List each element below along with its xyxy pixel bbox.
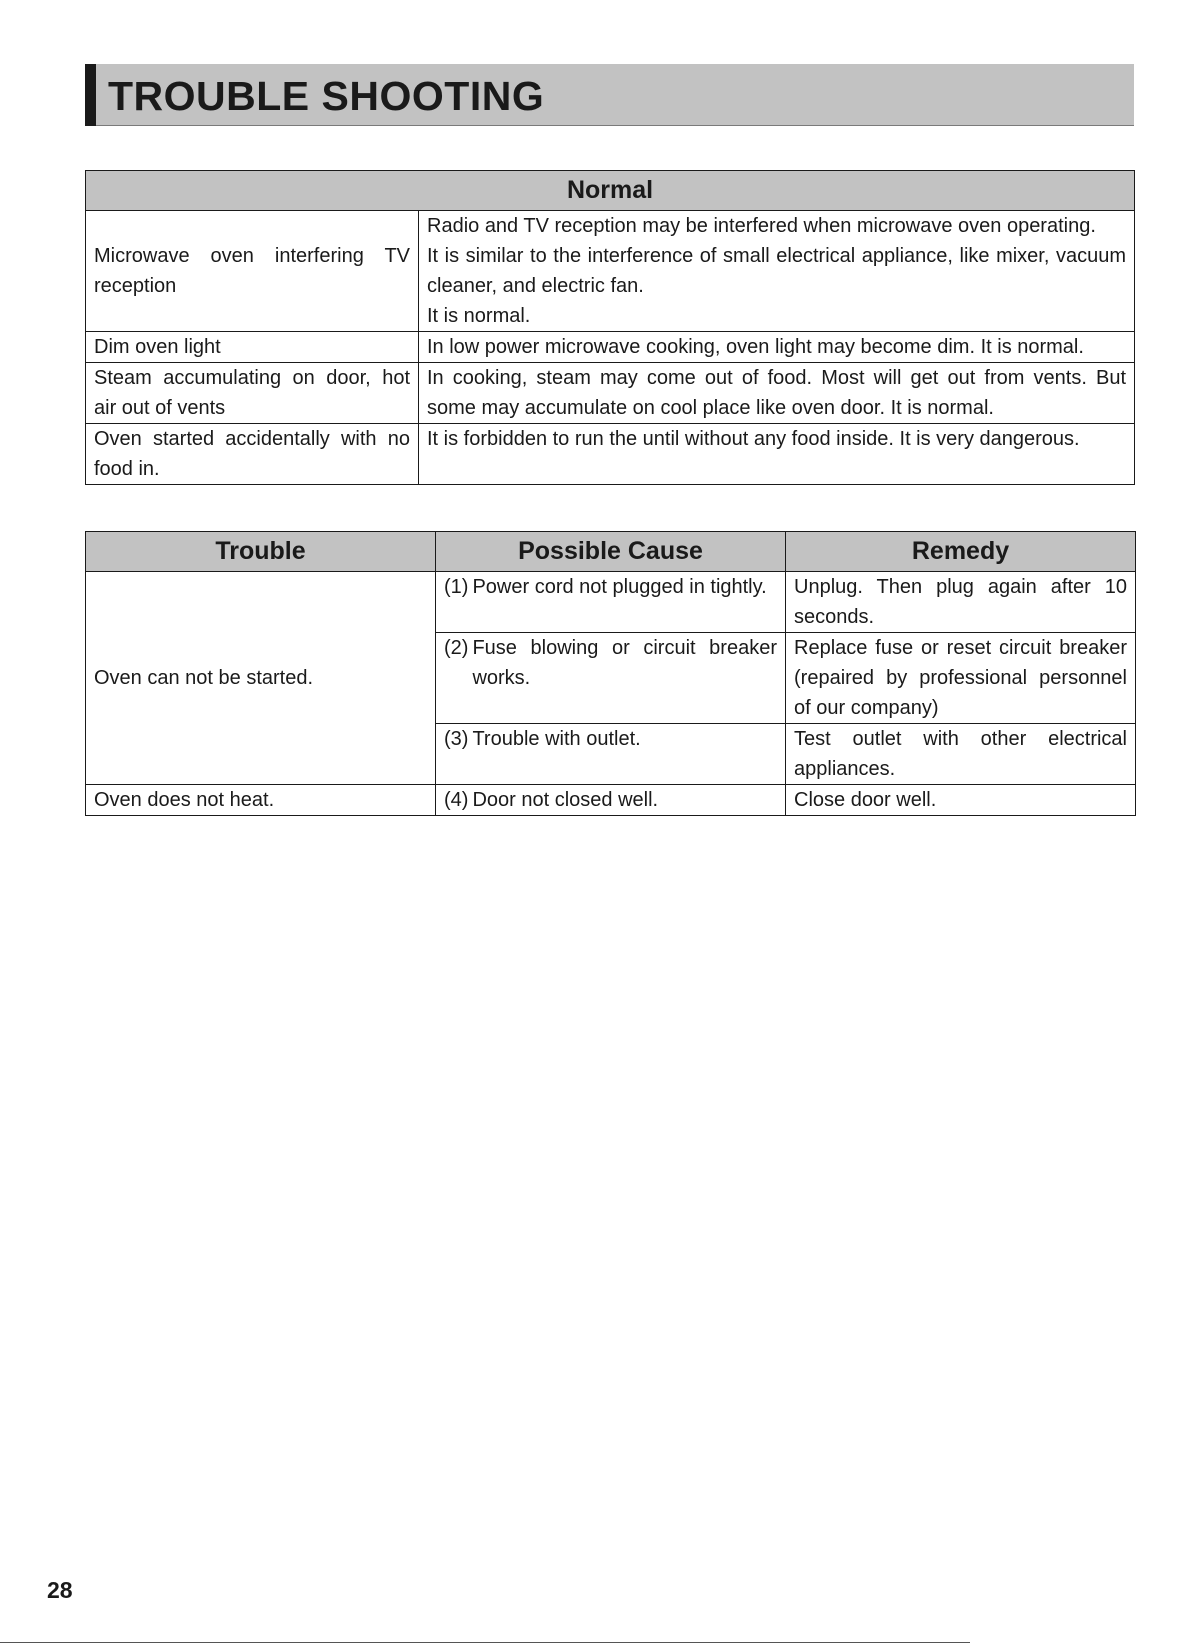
- trouble-header: Trouble: [86, 532, 436, 572]
- cause-header: Possible Cause: [436, 532, 786, 572]
- normal-table: [85, 170, 1135, 485]
- explanation-line: Radio and TV reception may be interfered when microwave oven operating.: [427, 215, 1096, 237]
- table-row: [86, 211, 1135, 332]
- page-number: 28: [47, 1577, 73, 1603]
- cause-number: (4): [444, 789, 469, 811]
- cause-cell: [436, 633, 786, 724]
- remedy-cell: Close door well.: [786, 785, 1136, 816]
- cause-text: Fuse blowing or circuit breaker works.: [472, 637, 777, 689]
- remedy-cell: Unplug. Then plug again after 10 seconds.: [786, 572, 1136, 633]
- explanation-line: It is normal.: [427, 305, 531, 327]
- explanation-cell: In cooking, steam may come out of food. Most will get out from vents. But some may accumulate on cool place like oven door. It is normal.: [419, 363, 1135, 424]
- explanation-cell: [419, 211, 1135, 332]
- issue-cell: Microwave oven interfering TV reception: [86, 211, 419, 332]
- table-row: [86, 424, 1135, 485]
- cause-text: Power cord not plugged in tightly.: [472, 576, 767, 598]
- table-row: [86, 785, 1136, 816]
- remedy-header: Remedy: [786, 532, 1136, 572]
- table-row: [86, 332, 1135, 363]
- cause-number: (1): [444, 576, 469, 598]
- cause-text: Door not closed well.: [472, 789, 659, 811]
- page-title: TROUBLE SHOOTING: [108, 73, 545, 119]
- trouble-cell: Oven does not heat.: [86, 785, 436, 816]
- cause-cell: [436, 572, 786, 633]
- remedy-cell: Test outlet with other electrical appliances.: [786, 724, 1136, 785]
- explanation-line: It is similar to the interference of small electrical appliance, like mixer, vacuum cleaner, and electric fan.: [427, 245, 1127, 297]
- footer-rule: [0, 1642, 970, 1643]
- remedy-cell: Replace fuse or reset circuit breaker (repaired by professional personnel of our company): [786, 633, 1136, 724]
- explanation-cell: It is forbidden to run the until without any food inside. It is very dangerous.: [419, 424, 1135, 485]
- issue-cell: Dim oven light: [86, 332, 419, 363]
- trouble-table: [85, 531, 1136, 816]
- table-row: [86, 363, 1135, 424]
- explanation-cell: In low power microwave cooking, oven light may become dim. It is normal.: [419, 332, 1135, 363]
- banner-accent-bar: [85, 64, 96, 126]
- normal-heading: Normal: [86, 171, 1135, 211]
- cause-text: Trouble with outlet.: [472, 728, 641, 750]
- table-row: [86, 572, 1136, 633]
- issue-cell: Oven started accidentally with no food in.: [86, 424, 419, 485]
- cause-number: (2): [444, 637, 469, 659]
- issue-cell: Steam accumulating on door, hot air out of vents: [86, 363, 419, 424]
- cause-cell: [436, 724, 786, 785]
- cause-cell: [436, 785, 786, 816]
- section-banner: [85, 64, 1134, 126]
- trouble-cell: Oven can not be started.: [86, 572, 436, 785]
- cause-number: (3): [444, 728, 469, 750]
